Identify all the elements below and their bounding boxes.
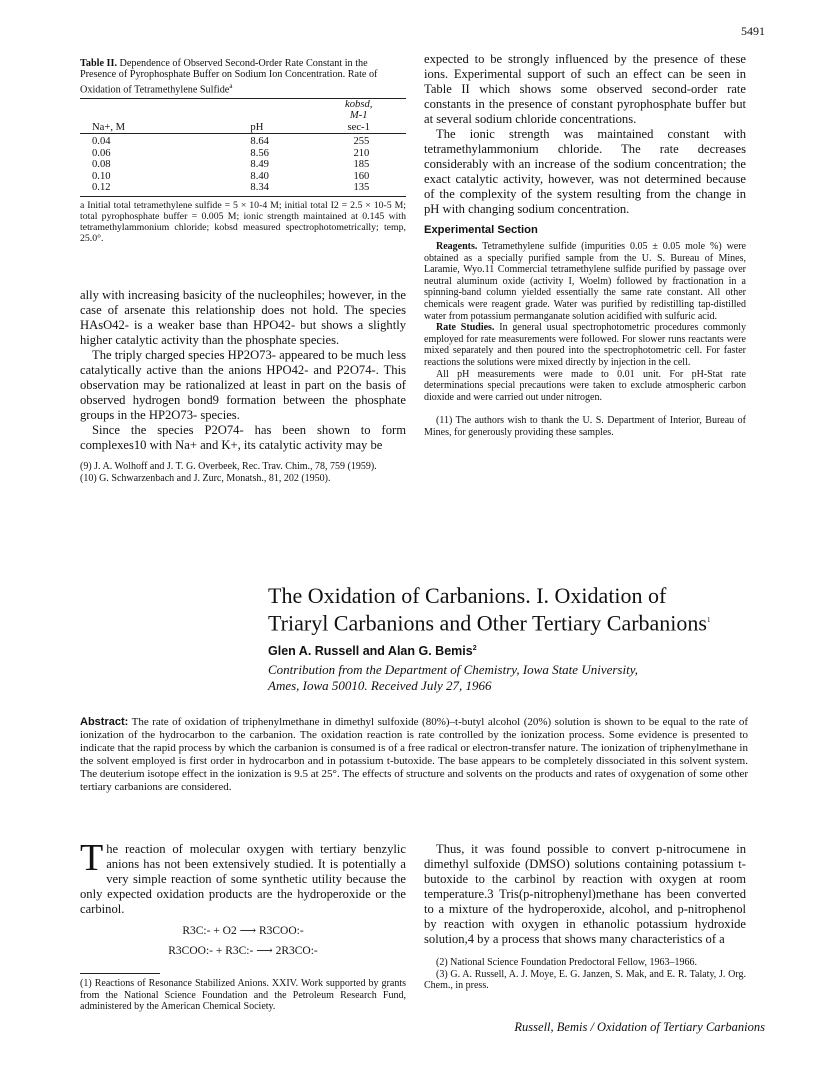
table-row: 0.06 8.56 210 [92,147,370,159]
article-title-mark: 1 [706,616,711,624]
table-caption-text: Dependence of Observed Second-Order Rate Constant in the Presence of Pyrophosphate Buffer on Sodium Ion Concentration. Rate of Oxidation of Tetramethylene Sulfide [80,58,378,96]
left-column [80,288,406,484]
ph-measurements-text: All pH measurements were made to 0.01 unit. For pH-Stat rate determinations special precautions were taken to exclude atmospheric carbon dioxide and were carried out under nitrogen. [424,368,746,403]
authors-text: Glen A. Russell and Alan G. Bemis [268,644,473,658]
table-row: 0.04 8.64 255 [92,136,370,148]
affiliation-line-1: Contribution from the Department of Chemistry, Iowa State University, [268,662,638,677]
table-row: 0.08 8.49 185 [92,159,370,171]
experimental-text [424,241,746,439]
intro-right-column [424,842,746,992]
article-title [268,583,710,635]
article-authors [268,644,477,658]
intro-text: he reaction of molecular oxygen with tertiary benzylic anions has not been extensively studied. It is potentially a very simple reaction of some synthetic utility because the only expected oxidation products are the hydroperoxide or the carbinol. [80,842,406,916]
intro-dropcap: T [80,837,104,879]
header-kobsd: kobsd, [345,98,373,110]
article-title-line-1: The Oxidation of Carbanions. I. Oxidation of [268,583,667,608]
table-row: 0.10 8.40 160 [92,170,370,182]
page-number: 5491 [741,24,765,38]
reagents-label: Reagents. [436,241,478,252]
footnote-9: (9) J. A. Wolhoff and J. T. G. Overbeek, Rec. Trav. Chim., 78, 759 (1959). [80,461,377,472]
affiliation-line-2: Ames, Iowa 50010. Received July 27, 1966 [268,678,492,693]
table-ii [80,58,406,244]
affiliation [268,662,638,694]
authors-mark: 2 [472,644,477,652]
experimental-section-heading: Experimental Section [424,224,538,236]
right-footnotes [424,957,746,992]
header-units-1: M-1 [349,110,368,122]
intro-left-column [80,837,406,1013]
rate-table [80,99,406,134]
reagents-text: Tetramethylene sulfide (impurities 0.05 ± 0.05 mole %) were obtained as a specially purified sample from the U. S. Bureau of Mines, Laramie, Wyo.11 Commercial tetramethylene sulfide purified by passage over neutral aluminum oxide (activity I, Woelm) followed by fractionation in a spinning-band column yielded essentially the same rate constant. All other chemicals were reagent grade. Water was purified by redistilling tap-distilled water from potassium permanganate solution acidified with sulfuric acid. [424,241,746,322]
rate-studies-label: Rate Studies. [436,322,495,334]
footnote-2: (2) National Science Foundation Predoctoral Fellow, 1963–1966. [436,957,697,968]
left-paragraph-1: ally with increasing basicity of the nucleophiles; however, in the case of arsenate this relationship does not hold. The species HAsO42- is a weaker base than HPO42- but shows a slightly higher catalytic activity than the phosphate species. [80,288,406,347]
footnote-1: (1) Reactions of Resonance Stabilized Anions. XXIV. Work supported by grants from the National Science Foundation and the Petroleum Research Fund, administered by the American Chemical Society. [80,978,406,1013]
header-units-2: sec-1 [347,121,370,133]
table-caption-label: Table II. [80,58,117,69]
footnote-11: (11) The authors wish to thank the U. S. Department of Interior, Bureau of Mines, for generously providing these samples. [424,415,746,438]
table-caption [80,58,406,96]
abstract-text: The rate of oxidation of triphenylmethane in dimethyl sulfoxide (80%)–t-butyl alcohol (20%) solution is shown to be equal to the rate of ionization of the hydrocarbon to the carbanion. The oxidation reaction is rate controlled by the ionization process. Some evidence is presented to indicate that the rapid process by which the carbanion is consumed is of a free radical or electron-transfer nature. The ionization of triphenylmethane in the solvent employed is first order in hydrocarbon and in potassium t-butoxide. The base appears to be completely dissociated in this solvent system. The deuterium isotope effect in the ionization is 9.5 at 25°. The effects of structure and solvents on the products and rates of oxygenation of some other tertiary carbanions are considered. [80,716,748,793]
right-column [424,52,746,439]
table-row: 0.12 8.34 135 [92,182,370,194]
table-caption-mark: a [229,81,233,90]
article-title-line-2: Triaryl Carbanions and Other Tertiary Carbanions [268,610,707,636]
running-footer: Russell, Bemis / Oxidation of Tertiary Carbanions [514,1020,765,1034]
abstract [80,716,748,794]
equation-2: R3COO:- + R3C:- ⟶ 2R3CO:- [168,945,318,957]
table-footnote: a Initial total tetramethylene sulfide = 5 × 10-4 M; initial total I2 = 2.5 × 10-5 M; total pyrophosphate buffer = 0.005 M; ionic strength maintained at 0.145 with tetramethylammonium chloride; kobsd measured spectrophotometrically; temp, 25.0°. [80,199,406,244]
right-paragraph-2: The ionic strength was maintained constant with tetramethylammonium chloride. The rate decreases considerably with an increase of the sodium concentration; the exact catalytic activity, however, was not determined because of the complexity of the system resulting from the change in pH with changing sodium concentration. [424,127,746,216]
footnote-3: (3) G. A. Russell, A. J. Moye, E. G. Janzen, S. Mak, and E. R. Talaty, J. Org. Chem., in press. [424,968,746,992]
left-paragraph-2: The triply charged species HP2O73- appeared to be much less catalytically active than the anions HPO42- and P2O74-. This observation may be rationalized at least in part on the basis of observed hydrogen bond9 formation between the phosphate groups in the HP2O73- species. [80,348,406,422]
header-ph: pH [250,121,264,133]
rate-table-body [80,136,406,194]
left-paragraph-3: Since the species P2O74- has been shown to form complexes10 with Na+ and K+, its catalytic activity may be [80,423,406,452]
intro-right-text: Thus, it was found possible to convert p-nitrocumene in dimethyl sulfoxide (DMSO) solutions containing potassium t-butoxide to the carbinol by reaction with oxygen at room temperature.3 Tris(p-nitrophenyl)methane has been converted to a mixture of the hydroperoxide, alcohol, and p-nitrophenol by reaction with oxygen in ethanolic potassium hydroxide solution,4 by a process that shows many characteristics of a [424,842,746,946]
equation-1: R3C:- + O2 ⟶ R3COO:- [182,925,304,937]
footnote-10: (10) G. Schwarzenbach and J. Zurc, Monatsh., 81, 202 (1950). [80,472,331,484]
header-na: Na+, M [92,121,126,133]
right-paragraph-1: expected to be strongly influenced by the presence of these ions. Experimental support of such an effect can be seen in Table II which shows some observed second-order rate constants in the presence of constant pyrophosphate buffer but at several sodium chloride concentrations. [424,52,746,126]
table-header-row [80,99,406,111]
rate-studies-text: In general usual spectrophotometric procedures commonly employed for rate measurements were followed. For slower runs reactants were mixed separately and then poured into the spectrophotometric cell. For faster reactions the solutions were mixed directly by injection in the cell. [424,322,747,368]
left-footnotes [80,461,406,484]
abstract-label: Abstract: [80,716,129,728]
